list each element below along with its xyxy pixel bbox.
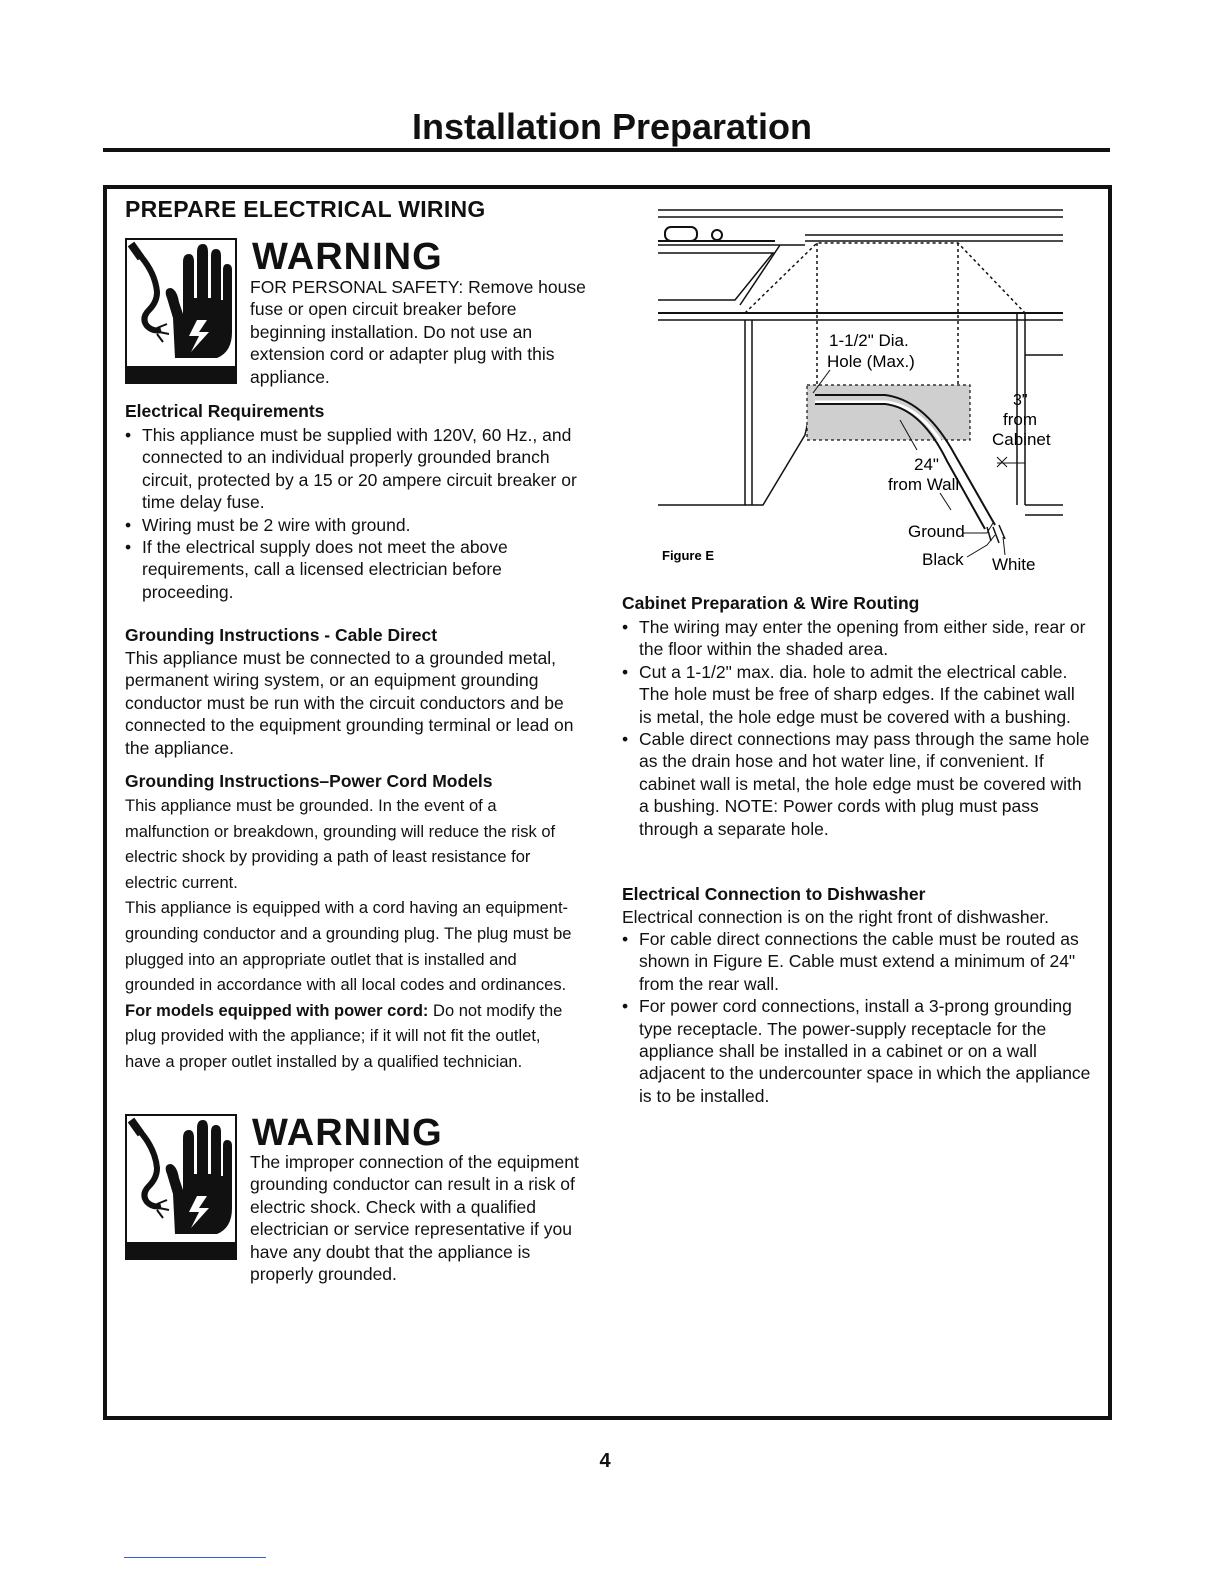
warning-title: WARNING: [252, 236, 443, 278]
warning-body: The improper connection of the equipment grounding conductor can result in a risk of electric shock. Check with a qualified electrician or service representative if you have any doubt that the appliance is properly grounded.: [250, 1152, 579, 1285]
grounding-cable-body: This appliance must be connected to a grounded metal, permanent wiring system, or an equipment grounding conductor must be run with the circuit conductors and be connected to the equipment grounding terminal or lead on the appliance.: [125, 648, 574, 758]
electrical-requirements-list: [125, 424, 595, 603]
grounding-cord-para: [125, 999, 575, 1076]
list-item: • For cable direct connections the cable must be routed as shown in Figure E. Cable must extend a minimum of 24" from the rear wall.: [622, 928, 1092, 995]
electrical-connection-intro: Electrical connection is on the right front of dishwasher.: [622, 907, 1050, 927]
electrical-connection-list: [622, 928, 1092, 1107]
warning-title: WARNING: [252, 1112, 443, 1154]
from-label: from: [1003, 410, 1037, 429]
black-wire-label: Black: [922, 550, 964, 569]
white-wire-label: White: [992, 555, 1036, 574]
electrical-requirements-heading: Electrical Requirements: [125, 401, 325, 421]
hole-diameter-label: 1-1/2" Dia.: [829, 331, 909, 350]
cabinet-prep-list: [622, 616, 1092, 840]
power-cord-note-label: For models equipped with power cord:: [125, 1001, 429, 1020]
ground-wire-label: Ground: [908, 522, 965, 541]
page-number: 4: [599, 1450, 611, 1472]
electric-shock-hand-icon: [125, 1114, 237, 1260]
three-inch-label: 3": [1013, 392, 1028, 409]
figure-caption: Figure E: [662, 548, 715, 563]
list-item: • For power cord connections, install a 3-prong grounding type receptacle. The power-supply receptacle for the appliance shall be installed in a cabinet or on a wall adjacent to the undercounter space in which the appliance is to be installed.: [622, 995, 1092, 1107]
from-wall-label: from Wall: [888, 475, 960, 494]
cabinet-label: Cabinet: [992, 430, 1051, 449]
twenty-four-inch-label: 24": [914, 455, 939, 474]
figure-e-diagram: [655, 205, 1065, 580]
list-item: • If the electrical supply does not meet the above requirements, call a licensed electrician before proceeding.: [125, 536, 595, 603]
hole-max-label: Hole (Max.): [827, 352, 915, 371]
grounding-cable-heading: Grounding Instructions - Cable Direct: [125, 625, 438, 645]
power-cord-note: Do not modify the plug provided with the appliance; if it will not fit the outlet, have a proper outlet installed by a qualified technician.: [125, 1001, 563, 1071]
electric-shock-hand-icon: [125, 238, 237, 384]
grounding-cord-heading: Grounding Instructions–Power Cord Models: [125, 771, 493, 791]
grounding-cord-para: This appliance must be grounded. In the event of a malfunction or breakdown, grounding will reduce the risk of electric shock by providing a path of least resistance for electric current.: [125, 797, 556, 892]
list-item: • The wiring may enter the opening from either side, rear or the floor within the shaded area.: [622, 616, 1092, 661]
list-item: • Wiring must be 2 wire with ground.: [125, 514, 595, 536]
page-title: Installation Preparation: [411, 106, 813, 147]
title-underline: [103, 148, 1110, 152]
grounding-cord-text: [125, 794, 575, 1076]
electrical-connection-heading: Electrical Connection to Dishwasher: [622, 884, 926, 904]
list-item: • This appliance must be supplied with 120V, 60 Hz., and connected to an individual properly grounded branch circuit, protected by a 15 or 20 ampere circuit breaker or time delay fuse.: [125, 424, 595, 514]
grounding-cord-para: This appliance is equipped with a cord having an equipment-grounding conductor and a grounding plug. The plug must be plugged into an appropriate outlet that is installed and grounded in accordance with all local codes and ordinances.: [125, 899, 572, 995]
list-item: • Cut a 1-1/2" max. dia. hole to admit the electrical cable. The hole must be free of sharp edges. If the cabinet wall is metal, the hole edge must be covered with a bushing.: [622, 661, 1092, 728]
cabinet-prep-heading: Cabinet Preparation & Wire Routing: [622, 593, 920, 613]
footer-rule: [124, 1557, 266, 1558]
list-item: • Cable direct connections may pass through the same hole as the drain hose and hot water line, if convenient. If cabinet wall is metal, the hole edge must be covered with a bushing. NOTE: Power cords with plug must pass through a separate hole.: [622, 728, 1092, 840]
warning-body: FOR PERSONAL SAFETY: Remove house fuse or open circuit breaker before beginning installation. Do not use an extension cord or adapter plug with this appliance.: [250, 277, 586, 387]
section-heading: PREPARE ELECTRICAL WIRING: [125, 196, 486, 222]
